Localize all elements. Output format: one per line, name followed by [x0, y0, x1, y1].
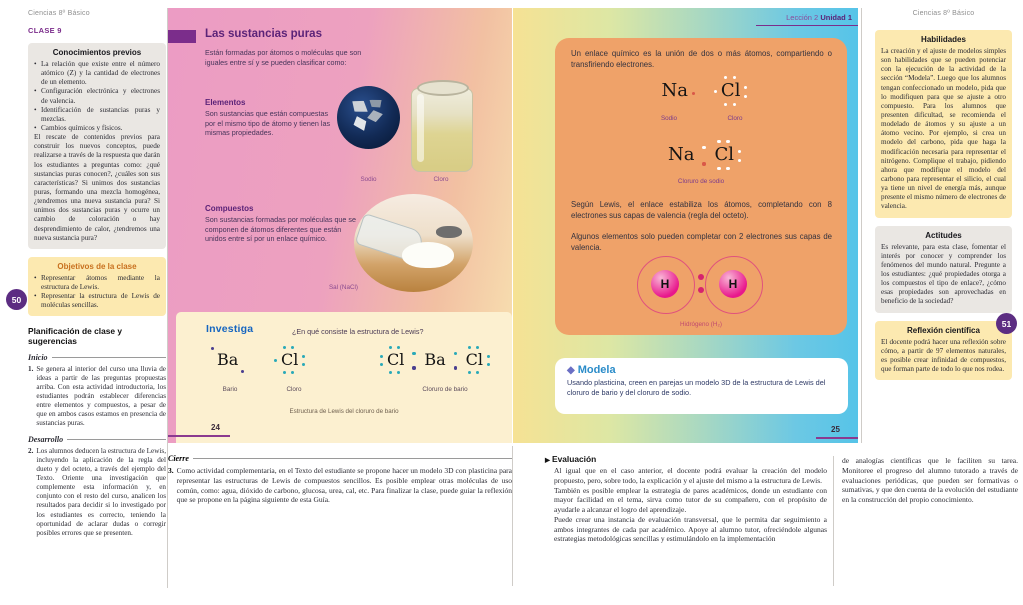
- lewis-chlorine-label: Cloro: [286, 386, 302, 393]
- element-symbol: Cl: [720, 80, 741, 101]
- lewis-chlorine: [274, 346, 305, 374]
- sodium-chloride-label: Cloruro de sodio: [677, 178, 725, 185]
- cierre-section: [168, 454, 512, 505]
- bottom-divider-2: [833, 456, 834, 586]
- habilidades-box: [875, 30, 1012, 218]
- left-sidebar: [28, 10, 166, 538]
- guide-page-badge-50: 50: [6, 289, 27, 310]
- title-accent-rect: [168, 30, 196, 43]
- lewis-caption: Estructura de Lewis del cloruro de bario: [289, 408, 399, 415]
- step-number: 3.: [168, 466, 174, 475]
- bullet-text: Identificación de sustancias puras y mezclas.: [41, 105, 160, 123]
- octet-rule-text: Según Lewis, el enlace estabiliza los átomos, completando con 8 electrones sus capas de valencia (regla del octeto).: [571, 200, 832, 220]
- guide-page-badge-51: 51: [996, 313, 1017, 334]
- right-page-edge-divider: [861, 8, 862, 443]
- step-number: 1.: [28, 364, 34, 373]
- bullet-text: Configuración electrónica y electrones de valencia.: [41, 87, 160, 105]
- objective-bullet: [34, 292, 160, 310]
- evaluacion-paragraph: Al igual que en el caso anterior, el docente podrá evaluar la creación del modelo propuesto, pero, sobre todo, la explicación y el ajuste del mismo a la estructura de Lewis.: [554, 466, 827, 485]
- bullet-icon: •: [34, 292, 37, 301]
- lewis-barium: [210, 346, 245, 374]
- evaluacion-cont-text: de analogías científicas que le faciliten su tarea. Monitoree el progreso del alumno tutorado a través de evaluaciones periódicas, que pueden ser formativas o sumativas, y que den cuenta de la evolución del estudiante en la construcción del propio conocimiento.: [842, 456, 1018, 504]
- reflexion-box: [875, 321, 1012, 381]
- bullet-text: Representar átomos mediante la estructura de Lewis.: [41, 273, 160, 291]
- page-number-25: 25: [831, 425, 840, 434]
- salt-photo: [354, 194, 473, 292]
- right-running-header: Ciencias 8º Básico: [912, 10, 975, 17]
- bullet-text: Cambios químicos y físicos.: [41, 123, 123, 132]
- element-symbol: Na: [667, 144, 695, 165]
- chlorine-photo-label: Cloro: [433, 176, 449, 183]
- step-text: Se genera al interior del curso una lluvia de ideas a partir de las preguntas propuestas arriba. Con esta actividad introductoria, los estudiantes podrán establecer diferencias entre elementos y compuestos, a pesar de que en ambos casos estamos en presencia de sustancias puras.: [36, 364, 166, 428]
- step-3: [168, 466, 512, 505]
- phase-rule: [67, 439, 166, 440]
- prior-knowledge-paragraph: El rescate de contenidos previos para construir los nuevos conceptos, puede realizarse a través de la respuesta que darán los estudiantes a preguntas como: ¿qué sustancias puras conocen?, ¿cuáles son sus características? Si unimos dos sustancias puras, formando una mezcla homogénea, ¿tendremos una nueva sustancia pura? Si unimos dos sustancias puras y ocurre un cambio de coloración o hay desprendimiento de calor, ¿tendremos una nueva sustancia pura?: [34, 133, 160, 242]
- lesson-badge: [786, 13, 852, 22]
- prior-knowledge-bullet: [34, 87, 160, 105]
- bullet-text: La relación que existe entre el número atómico (Z) y la cantidad de electrones de un elemento.: [41, 60, 160, 87]
- element-symbol: Cl: [387, 350, 405, 369]
- lewis-barium-chloride: [380, 346, 490, 374]
- element-symbol: H: [660, 277, 670, 291]
- lewis-na-cl-separate: [555, 76, 847, 106]
- elementos-section: [205, 98, 331, 138]
- chlorine-lewis-label: Cloro: [727, 115, 743, 122]
- step-text: Como actividad complementaria, en el Texto del estudiante se propone hacer un modelo 3D con plasticina para representar las estructuras de Lewis de compuestos sencillos. Es posible emplear otras moléculas de uso común, como: agua, dióxido de carbono, glucosa, urea, cal, etc. Para finalizar la clase, puede guiar la reflexión que se propone en la página siguiente de esta Guía.: [176, 466, 512, 505]
- element-symbol: Na: [661, 80, 689, 101]
- step-2: [28, 447, 166, 538]
- bond-definition: Un enlace químico es la unión de dos o más átomos, compartiendo o transfiriendo electrones.: [571, 49, 832, 69]
- habilidades-text: La creación y el ajuste de modelos simples son habilidades que se pueden potenciar con la ejecución de la actividad de la sección “Modela”. Luego que los alumnos tengan confeccionado un modelo, pida que lo modifiquen para que se ajuste a otro compuesto. Para los alumnos que presenten dificultad, se recomienda el modelado de átomos y su ajuste a un átomo vecino. Por ejemplo, si crea un modelo del carbono, pida que haga la modificación necesaria para representar el nitrógeno. Complique el trabajo, pidiendo ahora que modifique el modelo del carbono para representar el silicio, el cual ya tiene un nivel de energía más, aunque presente el mismo número de electrones de valencia.: [881, 47, 1006, 211]
- hydrogen-molecule-diagram: [631, 256, 771, 316]
- element-symbol: Ba: [217, 350, 239, 369]
- prior-knowledge-box: [28, 43, 166, 249]
- actitudes-text: Es relevante, para esta clase, fomentar el interés por conocer y comprender los fenómenos del mundo natural. Pregunte a los estudiantes: ¿qué propiedades otorga a los compuestos el tipo de enlace?, ¿cómo esas propiedades son aprovechadas en beneficio de la sociedad?: [881, 242, 1006, 306]
- bond-content-box: [555, 38, 847, 335]
- bottom-divider-1: [512, 446, 513, 586]
- chlorine-photo: [409, 80, 473, 172]
- bullet-text: Representar la estructura de Lewis de moléculas sencillas.: [41, 292, 160, 310]
- bullet-icon: •: [34, 105, 37, 114]
- evaluacion-paragraph: Puede crear una instancia de evaluación transversal, que le permita dar seguimiento a ambos integrantes de cada par académico. Apoye al alumno tutor, ofreciéndole algunas estrategias metodológicas sencillas y estimulándolo en la implementación: [554, 514, 827, 544]
- planning-title: Planificación de clase y sugerencias: [28, 326, 123, 347]
- objectives-box: [28, 257, 166, 317]
- desarrollo-label: Desarrollo: [28, 434, 64, 444]
- step-number: 2.: [28, 446, 34, 455]
- page24-intro: Están formadas por átomos o moléculas que son iguales entre sí y se pueden clasificar como:: [205, 48, 362, 67]
- element-symbol: Cl: [714, 144, 734, 165]
- unit-label: Unidad 1: [820, 13, 852, 22]
- investiga-title: Investiga: [206, 323, 254, 335]
- phase-rule: [193, 458, 512, 459]
- duet-rule-text: Algunos elementos solo pueden completar con 2 electrones sus capas de valencia.: [571, 232, 832, 252]
- evaluacion-title-text: Evaluación: [552, 454, 597, 464]
- prior-knowledge-bullet: [34, 124, 160, 133]
- elementos-text: Son sustancias que están compuestas por el mismo tipo de átomo y tienen las mismas propiedades.: [205, 109, 331, 138]
- page24-title: Las sustancias puras: [205, 28, 322, 40]
- modela-title: [567, 364, 836, 376]
- sodium-lewis-label: Sodio: [660, 115, 678, 122]
- arrow-icon: ▶: [545, 457, 550, 464]
- left-running-header: Ciencias 8º Básico: [28, 10, 90, 17]
- element-symbol: H: [728, 277, 738, 291]
- evaluacion-continuation: [842, 456, 1018, 505]
- objective-bullet: [34, 274, 160, 292]
- modela-text: Usando plasticina, creen en parejas un modelo 3D de la estructura de Lewis del cloruro de bario y del cloruro de sodio.: [567, 378, 826, 397]
- bullet-icon: •: [34, 87, 37, 96]
- inicio-label: Inicio: [28, 352, 48, 362]
- phase-cierre: [168, 454, 512, 463]
- class-label: CLASE 9: [28, 26, 62, 35]
- reflexion-title: Reflexión científica: [907, 325, 980, 335]
- bullet-icon: •: [34, 60, 37, 68]
- lewis-barium-label: Bario: [222, 386, 238, 393]
- step-text: Los alumnos deducen la estructura de Lewis, incluyendo la aplicación de la regla del dueto y del octeto, a través del ejemplo del Texto. Oriente una investigación que complemente esta información y, en conjunto con el resto del curso, analicen los resultados para decidir si lo investigado por los estudiantes es correcto, teniendo la oportunidad de aclarar dudas o corregir posibles errores que se presenten.: [36, 446, 166, 537]
- investiga-panel: [176, 312, 512, 443]
- compuestos-text: Son sustancias formadas por moléculas que se componen de átomos diferentes que están unidos entre sí por un enlace químico.: [205, 215, 357, 244]
- right-sidebar: [875, 10, 1012, 380]
- phase-inicio: [28, 353, 166, 362]
- evaluacion-title: [545, 454, 827, 464]
- element-symbol: Cl: [281, 350, 299, 369]
- sodium-photo: [337, 86, 400, 149]
- element-symbol: Cl: [465, 350, 484, 369]
- actitudes-box: [875, 226, 1012, 313]
- reflexion-text: El docente podrá hacer una reflexión sobre cómo, a partir de 97 elementos naturales, es posible crear infinidad de compuestos, que forman parte de todo lo que nos rodea.: [881, 337, 1006, 373]
- page-number-24: 24: [211, 423, 220, 432]
- lewis-nacl-bonded: [555, 140, 847, 170]
- element-symbol: Ba: [424, 350, 446, 369]
- phase-rule: [52, 357, 166, 358]
- lesson-underline: [756, 25, 858, 26]
- compuestos-section: [205, 204, 357, 244]
- prior-knowledge-title: Conocimientos previos: [52, 48, 142, 57]
- hydrogen-label: Hidrógeno (H₂): [680, 321, 722, 328]
- prior-knowledge-bullet: [34, 60, 160, 87]
- bullet-icon: •: [34, 273, 37, 282]
- student-book-page-25: [513, 8, 858, 443]
- lewis-barium-chloride-label: Cloruro de bario: [422, 386, 468, 393]
- modela-title-text: Modela: [577, 364, 616, 376]
- investiga-question: ¿En qué consiste la estructura de Lewis?: [292, 327, 424, 336]
- prior-knowledge-bullet: [34, 106, 160, 124]
- compuestos-title: Compuestos: [205, 204, 254, 213]
- elementos-title: Elementos: [205, 98, 246, 107]
- objectives-title: Objetivos de la clase: [57, 261, 137, 271]
- habilidades-title: Habilidades: [921, 35, 966, 44]
- lesson-label: Lección 2: [786, 13, 819, 22]
- page-number-line: [168, 435, 230, 437]
- actitudes-title: Actitudes: [925, 230, 962, 240]
- student-book-page-24: [168, 8, 512, 443]
- step-1: [28, 365, 166, 429]
- diamond-icon: ◆: [567, 365, 575, 376]
- evaluacion-section: [545, 454, 827, 544]
- phase-desarrollo: [28, 435, 166, 444]
- modela-activity-box: [555, 358, 848, 414]
- salt-photo-label: Sal (NaCl): [328, 284, 358, 291]
- page-number-line: [816, 437, 858, 439]
- bullet-icon: •: [34, 123, 37, 132]
- sodium-photo-label: Sodio: [360, 176, 377, 183]
- cierre-label: Cierre: [168, 454, 189, 463]
- evaluacion-paragraph: También es posible emplear la estrategia de pares académicos, donde un estudiante con mayor facilidad en el tema, sirva como tutor de su compañero, con el propósito de ayudarle a alcanzar el logro del aprendizaje.: [554, 485, 827, 514]
